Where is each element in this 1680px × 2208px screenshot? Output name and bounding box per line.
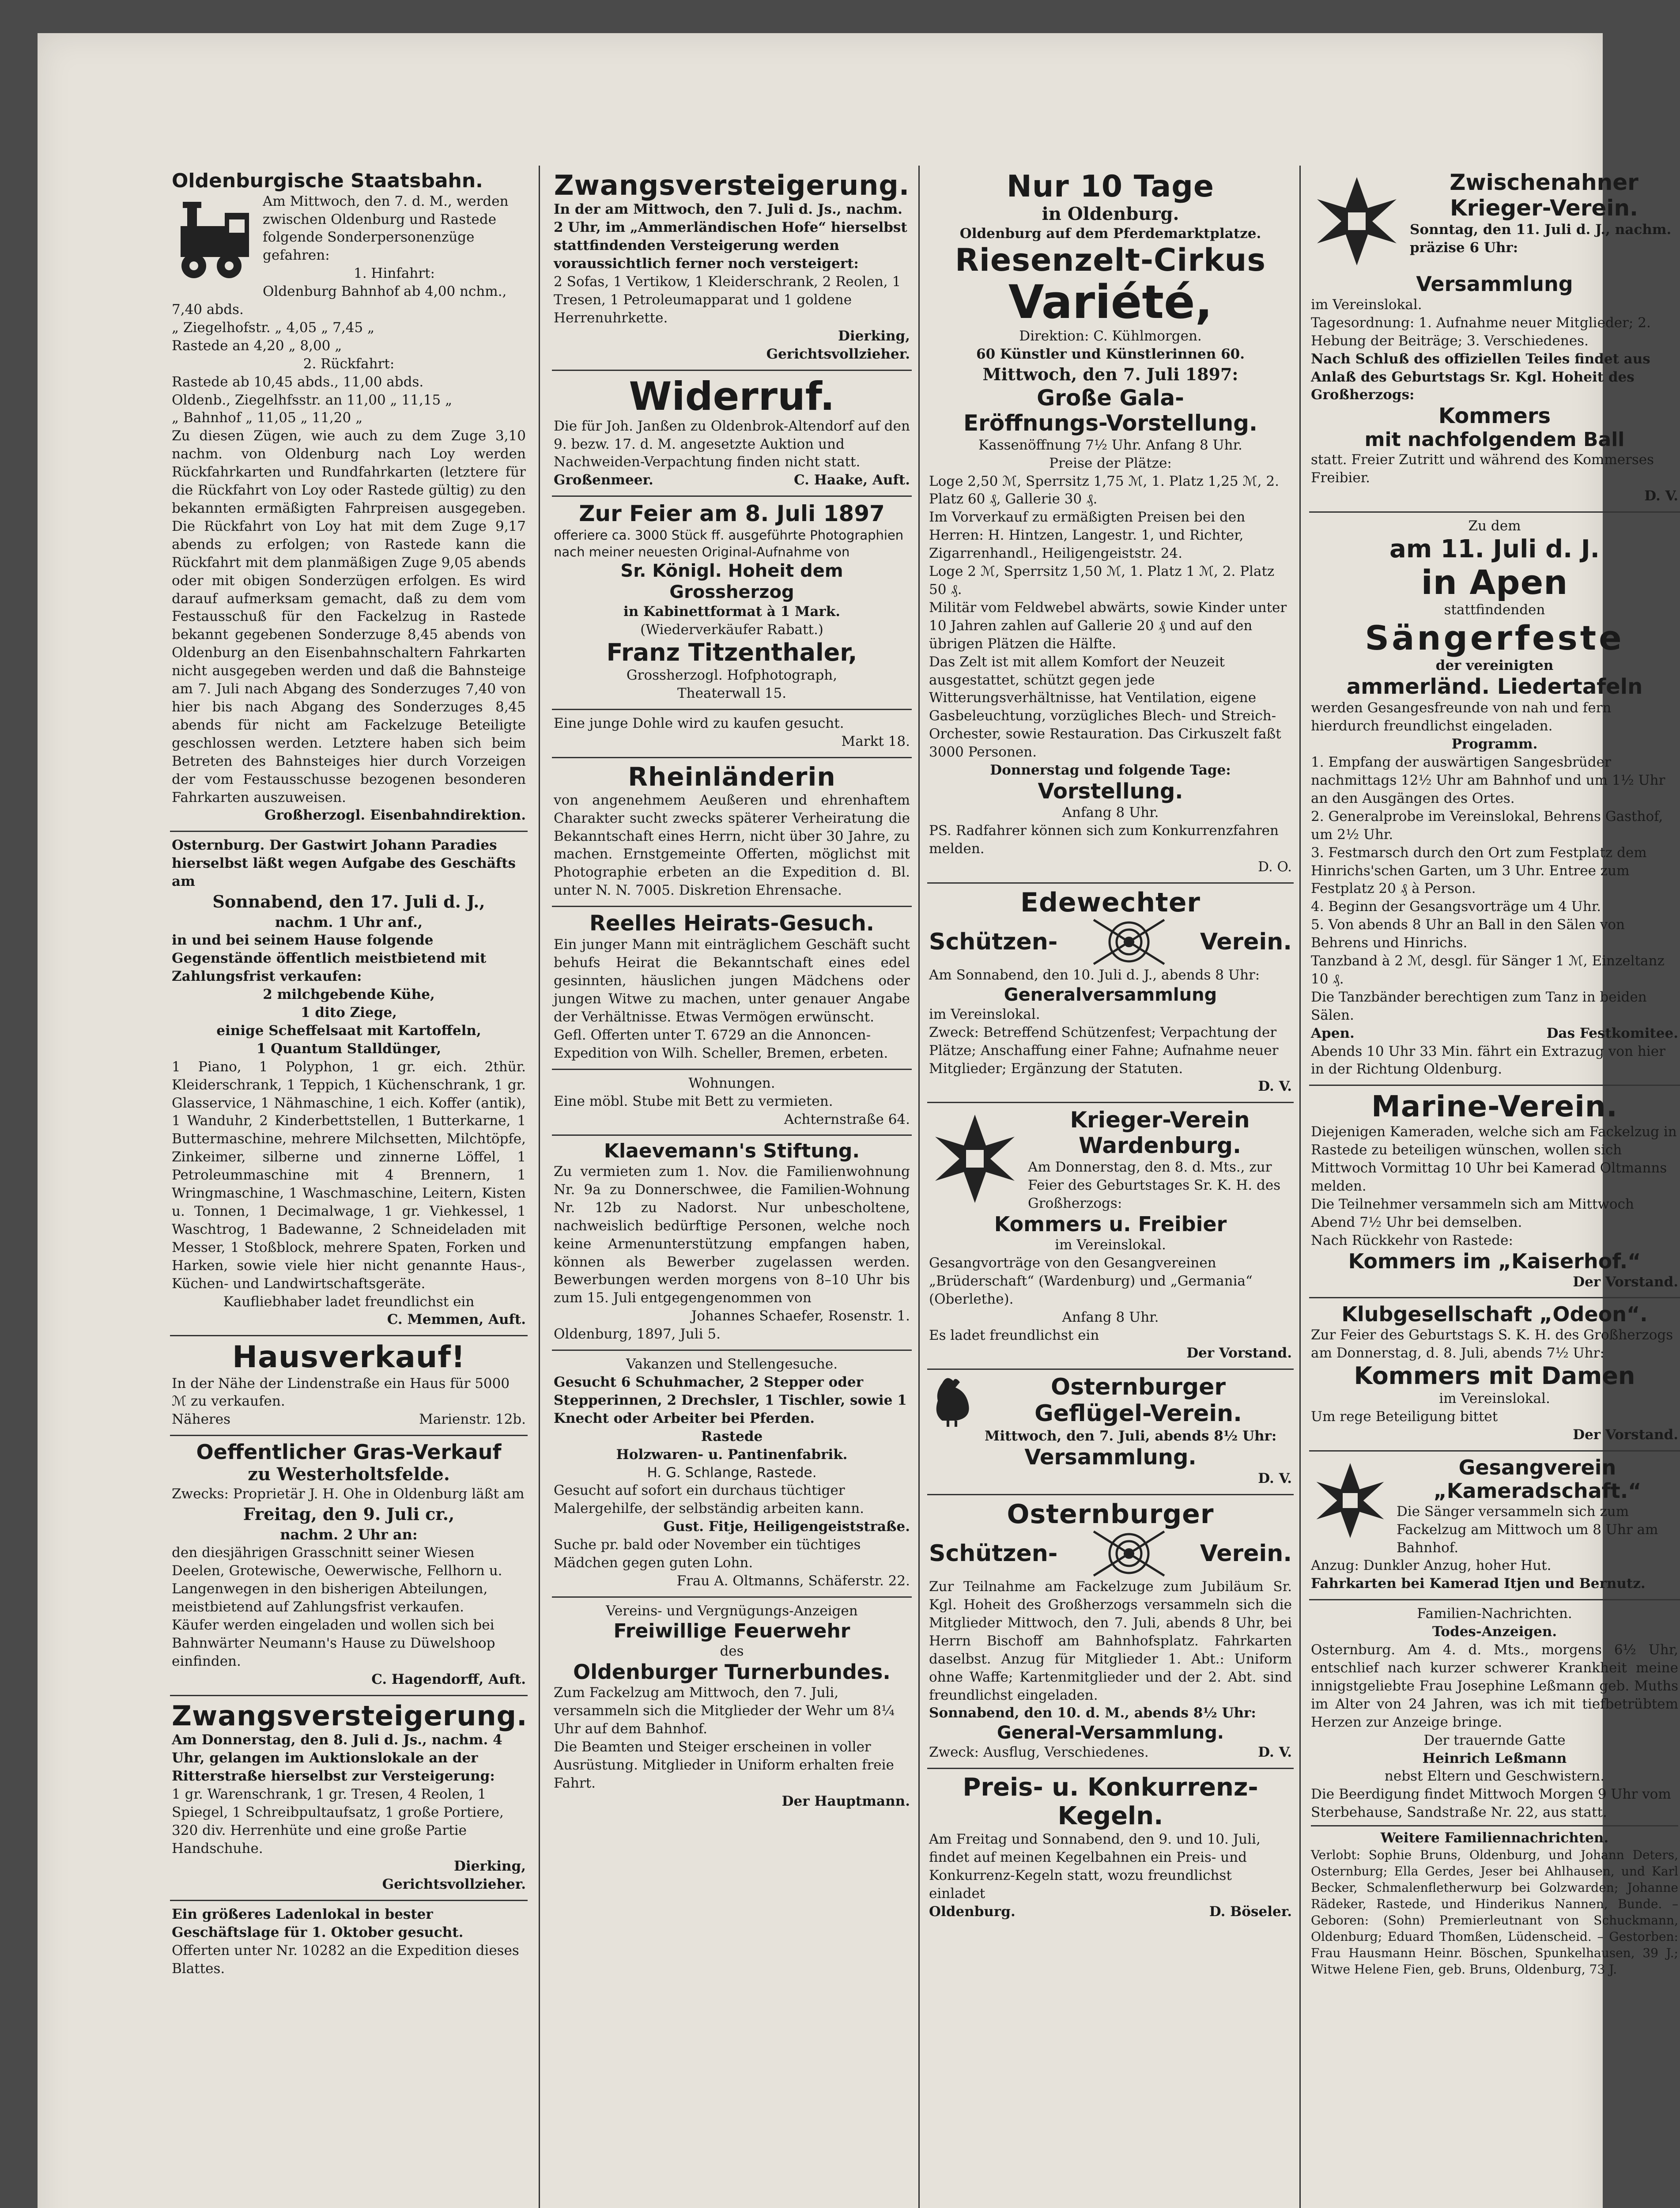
ad-text: im Vereinslokal. xyxy=(1439,1391,1550,1407)
column-rule xyxy=(918,166,920,2208)
timetable-row: Oldenb., Ziegelhfsstr. an 11,00 „ 11,15 „ xyxy=(172,392,453,408)
ad-text: im Vereinslokal. xyxy=(1055,1237,1166,1253)
ad-text: (Wiederverkäufer Rabatt.) xyxy=(640,622,823,638)
newspaper-page xyxy=(38,33,1678,2208)
ad-osternburger-schuetzen xyxy=(927,1495,1294,1769)
column-2 xyxy=(552,166,912,2208)
ad-vakanzen xyxy=(552,1351,912,1598)
ad-signature: Der Hauptmann. xyxy=(781,1793,910,1809)
ad-text: Zur Teilnahme am Fackelzuge zum Jubiläum Sr. Kgl. Hoheit des Großherzogs versammeln sich die Mitglieder Mittwoch, den 7. Juli, abends 8 Uhr, bei Herrn Bischoff am Bahnhofsplatz. Fahrkarten daselbst. Anzug für Mitglieder 1. Abt.: Uniform ohne Waffe; Kartenmitglieder und der 2. Abt. sind freundlichst eingeladen. xyxy=(929,1579,1292,1703)
ad-title: Riesenzelt-Cirkus xyxy=(955,242,1266,279)
ad-place: Rastede xyxy=(701,1428,763,1444)
ad-title: Preis- u. Konkurrenz- xyxy=(963,1773,1258,1802)
ad-feuerwehr xyxy=(552,1598,912,1817)
ad-title: Kommers mit Damen xyxy=(1354,1362,1635,1390)
ad-odeon xyxy=(1309,1298,1680,1452)
ad-signature: Großherzogl. Eisenbahndirektion. xyxy=(264,807,526,824)
ad-subtitle: in Oldenburg. xyxy=(1042,204,1179,225)
ad-familien-nachrichten xyxy=(1309,1600,1680,1984)
ad-text: Ein junger Mann mit einträglichem Geschäft sucht behufs Heirat die Bekanntschaft eines edel gesinnten, häuslichen jungen Mädchens oder jungen Witwe zu machen, unter genauer Angabe der Verhältnisse. Etwas Vermögen erwünscht. xyxy=(554,937,910,1025)
ad-klaevemann xyxy=(552,1136,912,1351)
ad-wardenburg xyxy=(927,1103,1294,1370)
ad-date: Mittwoch, den 7. Juli 1897: xyxy=(982,364,1238,384)
ad-text: Am Donnerstag, den 8. Juli d. Js., nachm. 4 Uhr, gelangen im Auktionslokale an der Ritterstraße hierselbst zur Versteigerung: xyxy=(172,1732,502,1784)
ad-signature: D. V. xyxy=(1644,488,1678,504)
ad-title: am 11. Juli d. J. xyxy=(1389,534,1600,563)
ad-signature: Dierking, xyxy=(454,1858,526,1875)
ad-text: 60 Künstler und Künstlerinnen 60. xyxy=(976,346,1245,362)
ad-text: offeriere ca. 3000 Stück ff. ausgeführte Photographien nach meiner neuesten Original-Aufnahme von xyxy=(554,527,904,560)
ad-text: Die für Joh. Janßen zu Oldenbrok-Altendorf auf den 9. bezw. 17. d. M. angesetzte Auktion und Nachweiden-Verpachtung finden nicht statt. xyxy=(554,418,910,470)
ad-signature: D. V. xyxy=(1258,1471,1292,1487)
ad-text: Direktion: C. Kühlmorgen. xyxy=(1019,328,1202,344)
timetable-row: „ Ziegelhofstr. „ 4,05 „ 7,45 „ xyxy=(172,319,375,336)
ad-signature: Der Vorstand. xyxy=(1186,1345,1292,1361)
list-item: einige Scheffelsaat mit Kartoffeln, xyxy=(216,1022,481,1039)
ad-title: Nur 10 Tage xyxy=(1006,169,1215,204)
ad-text: Gesucht 6 Schuhmacher, 2 Stepper oder Stepperinnen, 2 Drechsler, 1 Tischler, sowie 1 Knecht oder Arbeiter bei Pferden. xyxy=(554,1374,907,1426)
ad-title: „Kameradschaft.“ xyxy=(1433,1478,1642,1503)
ad-kegeln xyxy=(927,1769,1294,1927)
ad-date: Sonnabend, den 17. Juli d. J., xyxy=(212,892,485,912)
list-item: 1. Empfang der auswärtigen Sangesbrüder nachmittags 12½ Uhr am Bahnhof und um 1½ Uhr an den Ausgängen des Ortes. xyxy=(1311,754,1665,806)
ad-text: In der am Mittwoch, den 7. Juli d. Js., nachm. 2 Uhr, im „Ammerländischen Hofe“ hierselbst stattfindenden Versteigerung werden voraussichtlich ferner noch versteigert: xyxy=(554,201,907,272)
list-item: 1 Quantum Stalldünger, xyxy=(256,1040,442,1057)
ad-title: Große Gala- xyxy=(1037,385,1184,411)
ad-text: Donnerstag und folgende Tage: xyxy=(990,762,1231,779)
ad-text: Am Donnerstag, den 8. d. Mts., zur Feier des Geburtstages Sr. K. H. des Großherzogs: xyxy=(1028,1159,1281,1212)
ad-subheading: 2. Rückfahrt: xyxy=(303,355,395,372)
ad-signature: Gust. Fitje, Heiligengeiststraße. xyxy=(663,1519,910,1535)
ad-signature: Johannes Schaefer, Rosenstr. 1. xyxy=(691,1308,910,1324)
ad-title: ammerländ. Liedertafeln xyxy=(1346,674,1643,699)
ad-title: mit nachfolgendem Ball xyxy=(1364,428,1625,451)
ad-text: Gefl. Offerten unter T. 6729 an die Annoncen-Expedition von Wilh. Scheller, Bremen, erbeten. xyxy=(554,1027,888,1061)
ad-text: Die Tanzbänder berechtigen zum Tanz in beiden Sälen. xyxy=(1311,989,1647,1023)
ad-signature: Dierking, xyxy=(838,328,910,344)
ad-address: Theaterwall 15. xyxy=(677,685,787,702)
ad-text: Militär vom Feldwebel abwärts, sowie Kinder unter 10 Jahren zahlen auf Gallerie 20 ₰ und auf den übrigen Plätzen die Hälfte. xyxy=(929,599,1287,652)
ad-text: Verlobt: Sophie Bruns, Oldenburg, und Johann Deters, Osternburg; Ella Gerdes, Jeser bei Ahlhausen, und Karl Becker, Schmalenfletherwurp bei Golzwarden; Johanne Rädeker, Rastede, und Hinderikus Nannen, Bunde. – Geboren: (Sohn) Premierleutnant von Schuckmann, Oldenburg; Eduard Thomßen, Lüdenscheid. – Gestorben: Frau Hausmann Heinr. Böschen, Spunkelhausen, 39 J.; Witwe Helene Fien, geb. Bruns, Oldenburg, 73 J. xyxy=(1311,1848,1678,1977)
ad-signature: C. Haake, Auft. xyxy=(793,472,910,488)
column-4 xyxy=(1309,166,1680,2208)
ad-signature: D. O. xyxy=(1258,858,1292,875)
ad-text: Nach Rückkehr von Rastede: xyxy=(1311,1232,1513,1248)
ad-text: Preise der Plätze: xyxy=(1049,455,1172,471)
ad-title: Oldenburger Turnerbundes. xyxy=(573,1660,891,1684)
ad-text: Zweck: Betreffend Schützenfest; Verpachtung der Plätze; Anschaffung einer Fahne; Aufnahme neuer Mitglieder; Ergänzung der Statuten. xyxy=(929,1024,1279,1077)
ad-text: Kassenöffnung 7½ Uhr. Anfang 8 Uhr. xyxy=(978,437,1242,453)
ad-firm: Franz Titzenthaler, xyxy=(606,639,857,667)
ad-title: Vorstellung. xyxy=(1038,779,1183,804)
ad-hausverkauf xyxy=(170,1336,528,1436)
list-item: 1 dito Ziege, xyxy=(301,1005,397,1021)
section-title: Vereins- und Vergnügungs-Anzeigen xyxy=(606,1603,858,1619)
ad-text: 2 Sofas, 1 Vertikow, 1 Kleiderschrank, 2 Reolen, 1 Tresen, 1 Petroleumapparat und 1 goldene Herrenuhrkette. xyxy=(554,274,901,326)
ad-title: Variété, xyxy=(1008,275,1213,329)
ad-date: Oldenburg, 1897, Juli 5. xyxy=(554,1326,721,1342)
ad-place: Oldenburg. xyxy=(929,1903,1016,1920)
list-item: 4. Beginn der Gesangsvorträge um 4 Uhr. xyxy=(1311,899,1601,915)
ad-marine-verein xyxy=(1309,1086,1680,1298)
ad-text: Zwecks: Proprietär J. H. Ohe in Oldenburg läßt am xyxy=(172,1486,525,1502)
ad-osternburg-auction xyxy=(170,832,528,1336)
ad-title: Zur Feier am 8. Juli 1897 xyxy=(579,501,885,527)
ad-signature: Der Vorstand. xyxy=(1573,1274,1678,1290)
ad-text: Anzug: Dunkler Anzug, hoher Hut. xyxy=(1311,1558,1552,1574)
list-item: 5. Von abends 8 Uhr an Ball in den Sälen von Behrens und Hinrichs. xyxy=(1311,917,1625,951)
ad-text: In der Nähe der Lindenstraße ein Haus für 5000 ℳ zu verkaufen. xyxy=(172,1375,510,1410)
ad-signature: C. Memmen, Auft. xyxy=(387,1312,526,1328)
ad-time: nachm. 2 Uhr an: xyxy=(280,1526,418,1543)
ad-text: Abends 10 Uhr 33 Min. fährt ein Extrazug von hier in der Richtung Oldenburg. xyxy=(1311,1043,1665,1078)
column-rule xyxy=(1299,166,1301,2208)
ad-text: Tagesordnung: 1. Aufnahme neuer Mitglieder; 2. Hebung der Beiträge; 3. Verschiedenes. xyxy=(1311,314,1651,349)
ad-ladenlokal xyxy=(170,1901,528,1984)
ad-title: zu Westerholtsfelde. xyxy=(248,1464,450,1485)
ad-title: Zwischenahner xyxy=(1450,170,1638,195)
timetable-row: Oldenburg Bahnhof ab 4,00 nchm., 7,40 abds. xyxy=(172,284,507,318)
target-icon xyxy=(1091,918,1167,966)
ad-name: Sr. Königl. Hoheit dem xyxy=(620,561,843,582)
ad-title: Reelles Heirats-Gesuch. xyxy=(589,911,875,936)
ad-subheading: Todes-Anzeigen. xyxy=(1432,1624,1557,1640)
ad-title: Zwangsversteigerung. xyxy=(172,1699,528,1732)
iron-cross-icon xyxy=(1313,1459,1388,1543)
ad-photo-titzenthaler xyxy=(552,497,912,710)
iron-cross-icon xyxy=(1313,173,1401,270)
ad-saengerfest xyxy=(1309,513,1680,1086)
ad-kameradschaft xyxy=(1309,1452,1680,1600)
list-item: 2 milchgebende Kühe, xyxy=(263,987,435,1003)
ad-title: Gesangverein xyxy=(1458,1455,1616,1479)
ad-title: Rheinländerin xyxy=(628,761,836,792)
ad-title: Verein. xyxy=(1200,928,1292,955)
ad-text: Tanzband à 2 ℳ, desgl. für Sänger 1 ℳ, Einzeltanz 10 ₰. xyxy=(1311,953,1665,987)
ad-text: in und bei seinem Hause folgende Gegenstände öffentlich meistbietend mit Zahlungsfrist verkaufen: xyxy=(172,932,487,985)
ad-title: Zwangsversteigerung. xyxy=(554,169,910,201)
ad-title: Edewechter xyxy=(1020,887,1201,918)
ad-text: Die Beerdigung findet Mittwoch Morgen 9 Uhr vom Sterbehause, Sandstraße Nr. 22, aus statt. xyxy=(1311,1786,1671,1821)
ad-title: Osternburger xyxy=(1051,1374,1226,1401)
ad-text: im Vereinslokal. xyxy=(1311,296,1422,313)
ad-title: Kegeln. xyxy=(1057,1801,1163,1830)
column-3 xyxy=(927,166,1294,2208)
ad-signature: D. V. xyxy=(1258,1744,1292,1761)
ad-text: Die Teilnehmer versammeln sich am Mittwoch Abend 7½ Uhr bei demselben. xyxy=(1311,1196,1634,1230)
ad-title: Oldenburgische Staatsbahn. xyxy=(172,170,483,192)
ad-title: Klaevemann's Stiftung. xyxy=(604,1140,860,1163)
ad-edewechter xyxy=(927,884,1294,1104)
ad-text: Loge 2,50 ℳ, Sperrsitz 1,75 ℳ, 1. Platz 1,25 ℳ, 2. Platz 60 ₰, Gallerie 30 ₰. xyxy=(929,473,1279,507)
iron-cross-icon xyxy=(931,1110,1019,1207)
ad-text: statt. Freier Zutritt und während des Kommerses Freibier. xyxy=(1311,452,1654,486)
ad-text: Diejenigen Kameraden, welche sich am Fackelzug in Rastede zu beteiligen wünschen, wollen sich Mittwoch Vormittag 10 Uhr bei Kamerad Oltmanns melden. xyxy=(1311,1124,1677,1194)
ad-title: General-Versammlung. xyxy=(997,1723,1224,1743)
ad-zwangsversteigerung-2 xyxy=(170,1696,528,1902)
ad-text: Näheres xyxy=(172,1411,230,1428)
ad-text: Kaufliebhaber ladet freundlichst ein xyxy=(223,1293,475,1310)
list-item: 2. Generalprobe im Vereinslokal, Behrens Gasthof, um 2½ Uhr. xyxy=(1311,808,1663,843)
ad-signature: Der Vorstand. xyxy=(1573,1427,1678,1443)
ad-signature: D. Böseler. xyxy=(1209,1903,1292,1920)
ad-heirats-gesuch xyxy=(552,907,912,1070)
ad-title: Marine-Verein. xyxy=(1371,1089,1618,1124)
ad-text: Zum Fackelzug am Mittwoch, den 7. Juli, versammeln sich die Mitglieder der Wehr um 8¼ Uhr auf dem Bahnhof. xyxy=(554,1685,895,1737)
ad-title: Eröffnungs-Vorstellung. xyxy=(963,410,1257,436)
ad-signature: Frau A. Oltmanns, Schäferstr. 22. xyxy=(676,1573,910,1589)
ad-text: 1 gr. Warenschrank, 1 gr. Tresen, 4 Reolen, 1 Spiegel, 1 Schreibpultaufsatz, 1 große Portiere, 320 div. Herrenhüte und eine große Partie Handschuhe. xyxy=(172,1786,504,1856)
ad-text: Zu dem xyxy=(1468,518,1521,534)
ad-text: PS. Radfahrer können sich zum Konkurrenzfahren melden. xyxy=(929,823,1279,857)
ad-text: Der trauernde Gatte xyxy=(1423,1732,1566,1748)
ad-place: Großenmeer. xyxy=(554,472,653,488)
ad-title: Schützen- xyxy=(929,928,1058,955)
ad-title: Kommers xyxy=(1438,404,1551,429)
ad-subtitle: Oldenburg auf dem Pferdemarktplatze. xyxy=(959,226,1261,242)
ad-address: Markt 18. xyxy=(841,733,910,749)
ad-text: nebst Eltern und Geschwistern. xyxy=(1384,1768,1605,1785)
ad-title: Schützen- xyxy=(929,1540,1058,1567)
ad-title: in Apen xyxy=(1421,563,1568,602)
ad-dohle xyxy=(552,710,912,758)
ad-signature: Gerichtsvollzieher. xyxy=(766,346,910,362)
ad-text: Zu vermieten zum 1. Nov. die Familienwohnung Nr. 9a zu Donnerschwee, die Familien-Wohnung Nr. 12b zu Nadorst. Nur unbescholtene, nachweislich bedürftige Personen, welche noch keine Armenunterstützung empfangen haben, können als Bewerber zugelassen werden. Bewerbungen werden morgens von 8–10 Uhr bis zum 15. Juli entgegengenommen von xyxy=(554,1164,910,1306)
ad-subheading: Programm. xyxy=(1451,736,1538,752)
ad-text: Osternburg. Am 4. d. Mts., morgens 6½ Uhr, entschlief nach kurzer schwerer Krankheit meine innigstgeliebte Frau Josephine Leßmann geb. Muths im Alter von 24 Jahren, was ich mit tiefbetrübtem Herzen zur Anzeige bringe. xyxy=(1311,1642,1678,1730)
ad-text: 1 Piano, 1 Polyphon, 1 gr. eich. 2thür. Kleiderschrank, 1 Teppich, 1 Küchenschrank, 1 gr. Glasservice, 1 Nähmaschine, 1 eich. Koffer (antik), 1 Wanduhr, 2 Kinderbettstellen, 1 Butterkarne, 1 Buttermaschine, mehrere Milchsetten, Milchtöpfe, Zinkeimer, silberne und zinnerne Löffel, 1 Petroleummaschine mit 4 Brennern, 1 Wringmaschine, 1 Waschmaschine, Leitern, Kisten u. Tonnen, 1 Decimalwage, 1 gr. Viehkessel, 1 Waschtrog, 1 Badewanne, 2 Schneideladen mit Messer, 1 Stoßblock, mehrere Spaten, Forken und Harken, sowie viele hier nicht genannte Haus-, Küchen- und Landwirtschaftsgeräte. xyxy=(172,1059,526,1292)
ad-wohnungen xyxy=(552,1070,912,1136)
ad-subheading: Weitere Familiennachrichten. xyxy=(1311,1825,1678,1847)
ad-place: Apen. xyxy=(1311,1025,1355,1041)
ad-text: Gesucht auf sofort ein durchaus tüchtiger Malergehilfe, der selbständig arbeiten kann. xyxy=(554,1482,865,1517)
ad-text: des xyxy=(720,1643,744,1660)
ad-text: Fahrkarten bei Kamerad Itjen und Bernutz. xyxy=(1311,1576,1646,1592)
ad-title: Sängerfeste xyxy=(1365,618,1624,658)
ad-text: Grossherzogl. Hofphotograph, xyxy=(626,667,838,684)
ad-title: Krieger-Verein. xyxy=(1450,195,1638,221)
ad-text: Loge 2 ℳ, Sperrsitz 1,50 ℳ, 1. Platz 1 ℳ, 2. Platz 50 ₰. xyxy=(929,563,1275,597)
ad-title: Geflügel-Verein. xyxy=(1034,1400,1242,1427)
timetable-row: Rastede ab 10,45 abds., 11,00 abds. xyxy=(172,374,424,390)
ad-title: Wohnungen. xyxy=(688,1075,775,1091)
ad-text: Die Beamten und Steiger erscheinen in voller Ausrüstung. Mitglieder in Uniform erhalten freie Fahrt. xyxy=(554,1739,894,1791)
ad-firm: Holzwaren- u. Pantinenfabrik. xyxy=(616,1446,848,1463)
ad-text: Anfang 8 Uhr. xyxy=(1062,1309,1159,1325)
ad-title: Verein. xyxy=(1200,1540,1292,1567)
ad-date: Sonnabend, den 10. d. M., abends 8½ Uhr: xyxy=(929,1705,1256,1721)
timetable-row: „ Bahnhof „ 11,05 „ 11,20 „ xyxy=(172,410,363,426)
ad-text: Am Freitag und Sonnabend, den 9. und 10. Juli, findet auf meinen Kegelbahnen ein Preis- und Konkurrenz-Kegeln statt, wozu freundlichst einladet xyxy=(929,1831,1261,1902)
ad-text: stattfindenden xyxy=(1444,602,1545,618)
ad-text: in Kabinettformat à 1 Mark. xyxy=(623,604,841,620)
ad-address: Achternstraße 64. xyxy=(784,1111,910,1127)
ad-zwangsversteigerung-1 xyxy=(552,166,912,371)
ad-text: Anfang 8 Uhr. xyxy=(1062,805,1159,821)
ad-title: Kommers im „Kaiserhof.“ xyxy=(1348,1249,1641,1273)
column-1 xyxy=(170,166,528,2208)
ad-text: den diesjährigen Grasschnitt seiner Wiesen Deelen, Grotewische, Oewerwische, Fellhorn u. Langenwegen in den bisherigen Abteilungen, meistbietend auf Zahlungsfrist verkaufen. xyxy=(172,1545,502,1615)
ad-time: nachm. 1 Uhr anf., xyxy=(275,914,423,931)
ad-signature: D. V. xyxy=(1258,1078,1292,1095)
ad-title: Versammlung xyxy=(1416,272,1573,296)
ad-zirkus xyxy=(927,166,1294,884)
ad-text: Zweck: Ausflug, Verschiedenes. xyxy=(929,1744,1149,1761)
ad-text: Am Sonnabend, den 10. Juli d. J., abends 8 Uhr: xyxy=(929,967,1260,983)
ad-name: Heinrich Leßmann xyxy=(1422,1750,1567,1766)
ad-text: Suche pr. bald oder November ein tüchtiges Mädchen gegen guten Lohn. xyxy=(554,1537,861,1571)
ad-zwischenahner xyxy=(1309,166,1680,513)
ad-text: Eine möbl. Stube mit Bett zu vermieten. xyxy=(554,1093,833,1109)
section-title: Familien-Nachrichten. xyxy=(1417,1606,1572,1622)
ad-text: von angenehmem Aeußeren und ehrenhaftem Charakter sucht zwecks späterer Verheiratung die Bekanntschaft eines Herrn, nicht über 30 Jahre, zu machen. Ernstgemeinte Offerten, möglichst mit Photographie erbeten an die Expedition d. Bl. unter N. N. 7005. Diskretion Ehrensache. xyxy=(554,792,910,899)
ad-text: Mittwoch, den 7. Juli, abends 8½ Uhr: xyxy=(985,1428,1277,1444)
ad-text: Gesangvorträge von den Gesangvereinen „Brüderschaft“ (Wardenburg) und „Germania“ (Oberlethe). xyxy=(929,1255,1253,1307)
ad-name: Grossherzog xyxy=(669,582,794,603)
ad-text: der vereinigten xyxy=(1435,658,1554,674)
ad-signature: C. Hagendorff, Auft. xyxy=(371,1671,526,1687)
ad-text: Es ladet freundlichst ein xyxy=(929,1327,1099,1343)
timetable-row: Rastede an 4,20 „ 8,00 „ xyxy=(172,337,342,354)
ad-title: Krieger-Verein xyxy=(1070,1107,1250,1133)
ad-text: Käufer werden eingeladen und wollen sich bei Bahnwärter Neumann's Hause zu Düwelshoop einfinden. xyxy=(172,1617,495,1669)
locomotive-icon xyxy=(172,195,256,284)
ad-text: Zur Feier des Geburtstags S. K. H. des Großherzogs am Donnerstag, d. 8. Juli, abends 7½ Uhr: xyxy=(1311,1327,1673,1361)
ad-text: Um rege Beteiligung bittet xyxy=(1311,1409,1498,1425)
target-icon xyxy=(1091,1529,1167,1578)
list-item: 3. Festmarsch durch den Ort zum Festplatz dem Hinrichs'schen Garten, um 3 Uhr. Entree zum Festplatz 20 ₰ à Person. xyxy=(1311,844,1647,897)
ad-staatsbahn xyxy=(170,166,528,832)
ad-title: Freiwillige Feuerwehr xyxy=(613,1619,850,1642)
ad-title: Oeffentlicher Gras-Verkauf xyxy=(196,1440,502,1464)
ad-signature: Das Festkomitee. xyxy=(1546,1025,1678,1041)
ad-title: Osternburger xyxy=(1007,1498,1214,1530)
ad-widerruf xyxy=(552,371,912,497)
ad-address: Marienstr. 12b. xyxy=(419,1411,526,1428)
ad-title: Hausverkauf! xyxy=(232,1340,465,1375)
ad-title: Vakanzen und Stellengesuche. xyxy=(626,1356,838,1372)
ad-grasverkauf xyxy=(170,1436,528,1696)
ad-title: Widerruf. xyxy=(629,373,835,419)
ad-text: Ein größeres Ladenlokal in bester Geschäftslage für 1. Oktober gesucht. xyxy=(172,1906,464,1941)
ad-text: Eine junge Dohle wird zu kaufen gesucht. xyxy=(554,715,844,731)
ad-date: Sonntag, den 11. Juli d. J., nachm. präzise 6 Uhr: xyxy=(1410,222,1672,256)
ad-text: werden Gesangesfreunde von nah und fern hierdurch freundlichst eingeladen. xyxy=(1311,700,1612,734)
ad-title: Klubgesellschaft „Odeon“. xyxy=(1341,1302,1648,1327)
ad-text: Zu diesen Zügen, wie auch zu dem Zuge 3,10 nachm. von Oldenburg nach Loy werden Rückfahrkarten und Rundfahrkarten (letztere für die Rückfahrt von Loy oder Rastede gültig) zu den bekannten ermäßigten Fahrpreisen ausgegeben. Die Rückfahrt von Loy hat mit dem Zuge 9,17 abends zu erfolgen; von Rastede kann die Rückfahrt mit dem planmäßigen Zuge 9,05 abends oder mit obigen Sonderzügen erfolgen. Es wird darauf aufmerksam gemacht, daß zu dem vom Festausschuß für den Fackelzug in Rastede bekannt gegebenen Sonderzuge 8,45 abends von Oldenburg an den Eisenbahnschaltern Fahrkarten nicht ausgegeben werden und daß die Bahnsteige am 7. Juli nach Abgang des Sonderzuges 7,40 von hier bis nach Abgang des Sonderzuges 8,45 abends für nicht am Fackelzuge Beteiligte geschlossen werden. Letztere haben sich beim Betreten des Bahnsteiges hier durch Vorzeigen der vom Festausschusse bezogenen besonderen Fahrkarten auszuweisen. xyxy=(172,428,526,805)
rooster-icon xyxy=(929,1374,978,1427)
ad-text: Nach Schluß des offiziellen Teiles findet aus Anlaß des Geburtstags Sr. Kgl. Hoheit des Großherzogs: xyxy=(1311,351,1650,403)
ad-text: Die Sänger versammeln sich zum Fackelzug am Mittwoch um 8 Uhr am Bahnhof. xyxy=(1397,1503,1658,1556)
ad-text: Das Zelt ist mit allem Komfort der Neuzeit ausgestattet, schützt gegen jede Witterungsverhältnisse, hat Ventilation, eigene Gasbeleuchtung, vorzügliches Blech- und Streich-Orchester, sowie Restauration. Das Cirkuszelt faßt 3000 Personen. xyxy=(929,654,1281,760)
ad-rheinlaenderin xyxy=(552,758,912,907)
ad-title: Kommers u. Freibier xyxy=(994,1212,1227,1236)
column-rule xyxy=(539,166,540,2208)
ad-text: im Vereinslokal. xyxy=(929,1006,1040,1022)
ad-text: Osternburg. Der Gastwirt Johann Paradies hierselbst läßt wegen Aufgabe des Geschäfts am xyxy=(172,837,516,890)
ad-text: Am Mittwoch, den 7. d. M., werden zwischen Oldenburg und Rastede folgende Sonderpersonenzüge gefahren: xyxy=(263,193,509,264)
ad-title: Versammlung. xyxy=(1024,1444,1197,1470)
ad-gefluegel-verein xyxy=(927,1370,1294,1495)
ad-firm: H. G. Schlange, Rastede. xyxy=(647,1464,817,1481)
ad-title: Generalversammlung xyxy=(1004,984,1217,1005)
ad-text: Offerten unter Nr. 10282 an die Expedition dieses Blattes. xyxy=(172,1943,519,1977)
ad-title: Wardenburg. xyxy=(1079,1132,1241,1158)
ad-date: Freitag, den 9. Juli cr., xyxy=(243,1504,455,1524)
ad-signature: Gerichtsvollzieher. xyxy=(382,1876,526,1893)
ad-subheading: 1. Hinfahrt: xyxy=(354,265,435,282)
ad-text: Im Vorverkauf zu ermäßigten Preisen bei den Herren: H. Hintzen, Langestr. 1, und Richter, Zigarrenhandl., Heiligengeiststr. 24. xyxy=(929,509,1246,562)
